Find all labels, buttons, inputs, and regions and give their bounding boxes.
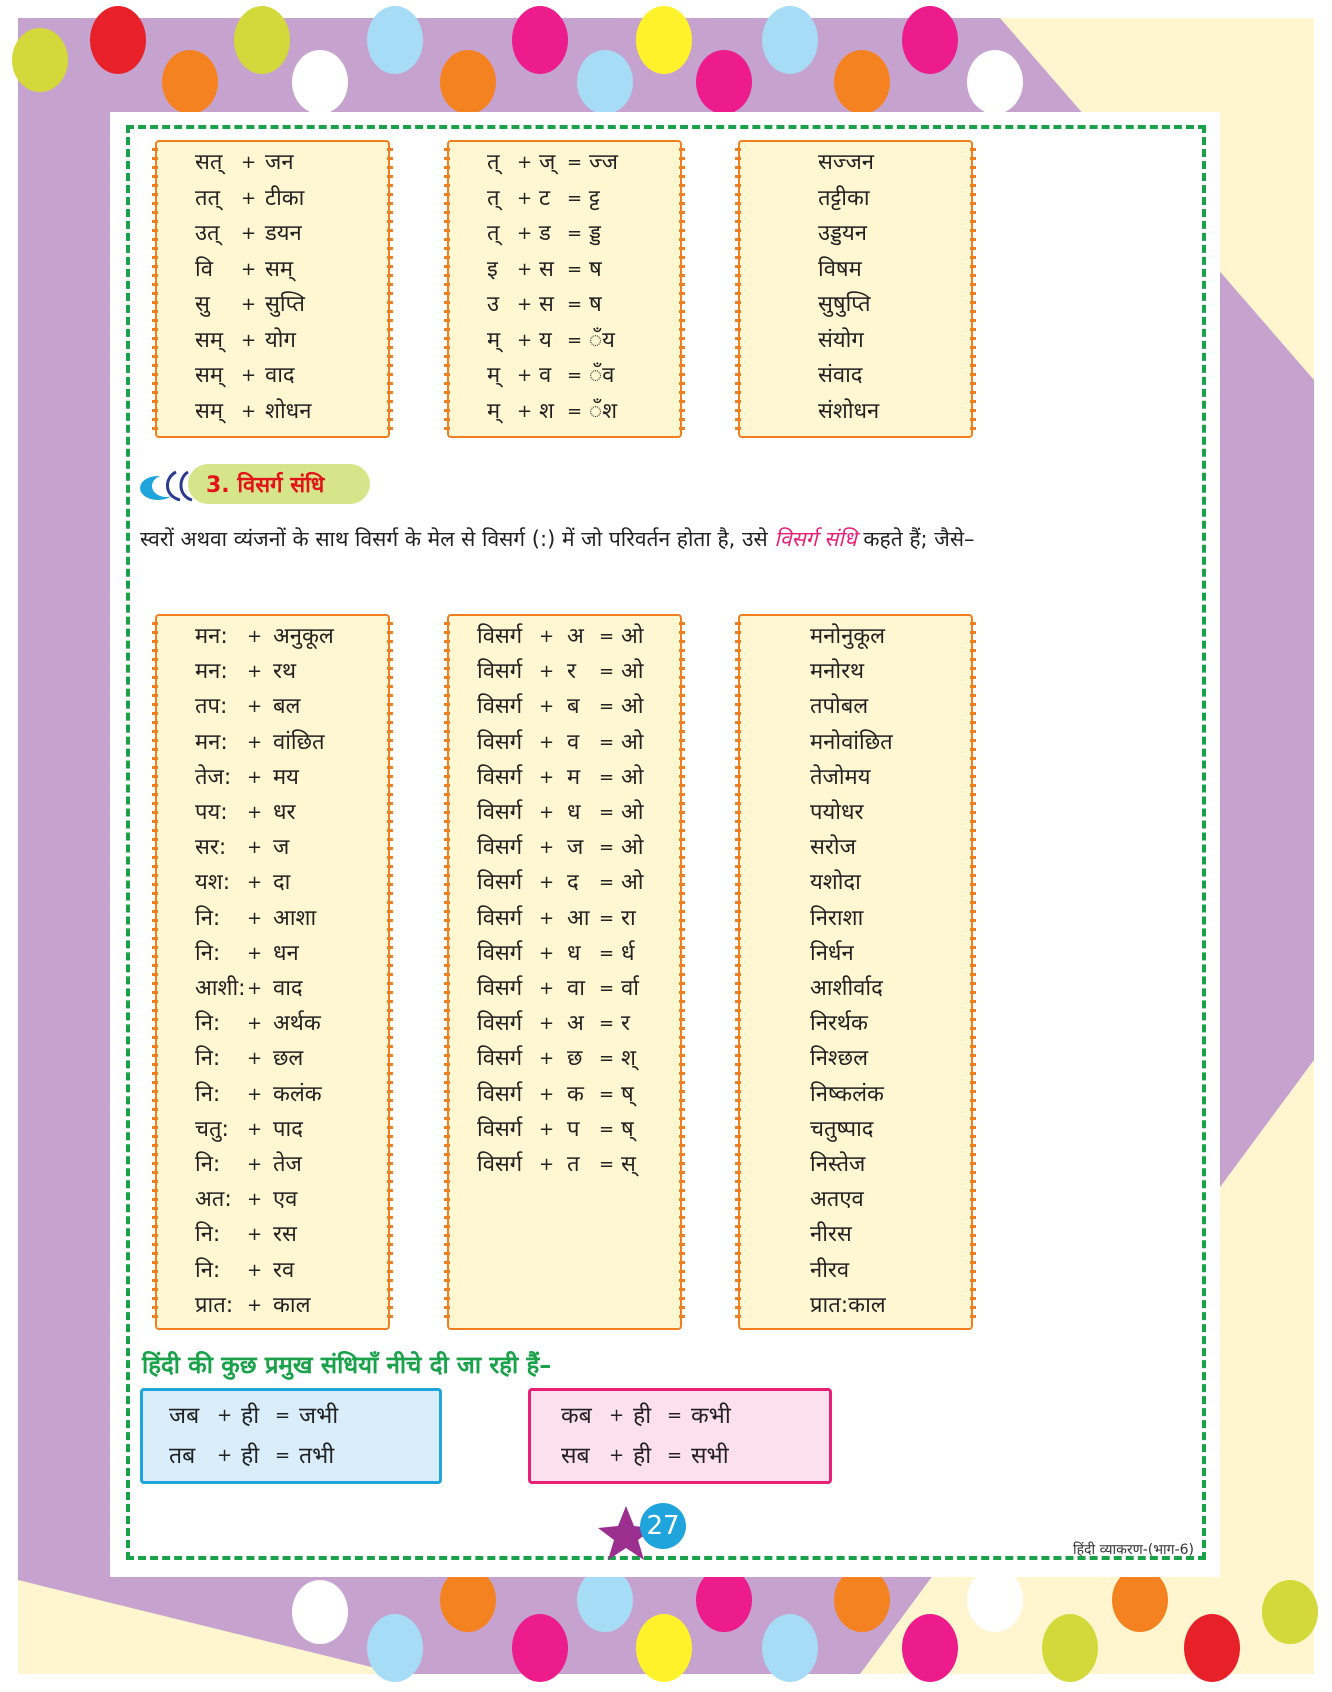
row-cell: शोधन xyxy=(265,398,312,424)
plus-sign: + xyxy=(247,731,263,753)
plus-sign: + xyxy=(241,223,257,244)
row-cell: सब xyxy=(561,1443,590,1469)
row-cell: संशोधन xyxy=(818,398,880,424)
row-cell: सुषुप्ति xyxy=(818,292,871,317)
row-cell: निर्धन xyxy=(810,940,854,966)
row-cell: ँव xyxy=(589,363,615,388)
row-cell: नि: xyxy=(195,905,221,931)
plus-sign: + xyxy=(247,661,263,683)
row-cell: ष् xyxy=(621,1116,634,1142)
plus-sign: + xyxy=(539,731,555,753)
row-cell: श् xyxy=(621,1046,636,1072)
row-cell: विसर्ग xyxy=(477,835,523,861)
row-cell: ष xyxy=(589,256,602,282)
row-cell: ही xyxy=(241,1443,260,1469)
plus-sign: + xyxy=(517,329,533,351)
row-cell: ओ xyxy=(621,870,644,896)
row-cell: अ xyxy=(567,1011,584,1037)
row-cell: जभी xyxy=(299,1403,339,1429)
row-cell: एव xyxy=(273,1187,298,1213)
row-cell: सु xyxy=(195,292,210,317)
row-cell: श xyxy=(539,398,554,424)
plus-sign: + xyxy=(539,978,555,999)
row-cell: अत: xyxy=(195,1187,232,1213)
row-cell: संयोग xyxy=(818,327,864,353)
plus-sign: + xyxy=(247,872,263,894)
equals-sign: = xyxy=(567,223,583,244)
row-cell: नि: xyxy=(195,940,221,966)
row-cell: ही xyxy=(633,1403,652,1429)
row-cell: तेज xyxy=(273,1152,302,1177)
row-cell: त् xyxy=(487,221,500,246)
major-box-blue xyxy=(140,1388,442,1484)
row-cell: यश: xyxy=(195,870,231,896)
row-cell: ज् xyxy=(539,150,556,175)
row-cell: ओ xyxy=(621,800,644,825)
plus-sign: + xyxy=(517,258,533,280)
row-cell: ब xyxy=(567,694,580,720)
section-title xyxy=(206,469,324,499)
plus-sign: + xyxy=(539,802,555,823)
row-cell: नि: xyxy=(195,1222,221,1248)
row-cell: नि: xyxy=(195,1257,221,1283)
plus-sign: + xyxy=(241,329,257,351)
plus-sign: + xyxy=(247,1189,263,1211)
plus-sign: + xyxy=(217,1445,233,1466)
row-cell: स xyxy=(539,292,554,317)
equals-sign: = xyxy=(275,1405,291,1426)
row-cell: मनोवांछित xyxy=(810,729,893,755)
equals-sign: = xyxy=(599,1083,615,1105)
row-cell: टीका xyxy=(265,185,305,211)
row-cell: ँय xyxy=(589,327,615,353)
row-cell: विसर्ग xyxy=(477,870,523,896)
row-cell: नीरव xyxy=(810,1257,850,1283)
row-cell: ज्ज xyxy=(589,150,618,175)
row-cell: विसर्ग xyxy=(477,940,523,966)
row-cell: रस xyxy=(273,1222,297,1248)
row-cell: ओ xyxy=(621,624,644,649)
plus-sign: + xyxy=(517,152,533,173)
row-cell: छ xyxy=(567,1046,583,1072)
row-cell: ओ xyxy=(621,659,644,685)
equals-sign: = xyxy=(599,837,615,859)
plus-sign: + xyxy=(539,1083,555,1105)
section-title-text: विसर्ग संधि xyxy=(237,473,325,498)
major-box-pink xyxy=(528,1388,832,1484)
plus-sign: + xyxy=(517,294,533,315)
plus-sign: + xyxy=(517,223,533,244)
equals-sign: = xyxy=(599,978,615,999)
equals-sign: = xyxy=(567,294,583,315)
row-cell: अनुकूल xyxy=(273,624,334,649)
plus-sign: + xyxy=(241,152,257,173)
row-cell: व xyxy=(539,363,552,388)
row-cell: ट xyxy=(539,185,551,211)
row-cell: म् xyxy=(487,327,501,353)
plus-sign: + xyxy=(539,1154,555,1175)
row-cell: संवाद xyxy=(818,363,863,388)
plus-sign: + xyxy=(217,1405,233,1426)
row-cell: ध xyxy=(567,940,581,966)
row-cell: सम् xyxy=(265,256,294,282)
row-cell: धर xyxy=(273,800,296,825)
plus-sign: + xyxy=(247,942,263,964)
row-cell: अतएव xyxy=(810,1187,864,1213)
row-cell: विसर्ग xyxy=(477,976,523,1001)
row-cell: नि: xyxy=(195,1011,221,1037)
row-cell: त् xyxy=(487,150,500,175)
plus-sign: + xyxy=(517,365,533,386)
row-cell: जब xyxy=(169,1403,200,1429)
row-cell: म xyxy=(567,764,581,790)
footer-book-title: हिंदी व्याकरण-(भाग-6) xyxy=(1073,1542,1194,1558)
row-cell: कलंक xyxy=(273,1081,322,1107)
row-cell: विसर्ग xyxy=(477,800,523,825)
row-cell: पयोधर xyxy=(810,800,864,825)
equals-sign: = xyxy=(599,1118,615,1140)
row-cell: सज्जन xyxy=(818,150,874,175)
row-cell: चतुष्पाद xyxy=(810,1116,874,1142)
plus-sign: + xyxy=(241,294,257,315)
row-cell: सत् xyxy=(195,150,223,175)
row-cell: रथ xyxy=(273,659,297,685)
row-cell: नि: xyxy=(195,1152,221,1177)
row-cell: डयन xyxy=(265,221,302,246)
row-cell: बल xyxy=(273,694,301,720)
intro-text-after: कहते हैं; जैसे– xyxy=(856,527,975,551)
row-cell: सरोज xyxy=(810,835,856,861)
table-visarga-col3 xyxy=(738,614,973,1330)
plus-sign: + xyxy=(539,1013,555,1035)
row-cell: सम् xyxy=(195,363,224,388)
row-cell: तप: xyxy=(195,694,228,720)
plus-sign: + xyxy=(247,1083,263,1105)
row-cell: ओ xyxy=(621,729,644,755)
row-cell: विसर्ग xyxy=(477,624,523,649)
row-cell: विसर्ग xyxy=(477,1152,523,1177)
row-cell: वाद xyxy=(273,976,303,1001)
row-cell: मन: xyxy=(195,624,228,649)
swoosh-icon xyxy=(136,464,196,504)
plus-sign: + xyxy=(539,696,555,718)
row-cell: आ xyxy=(567,905,590,931)
row-cell: विसर्ग xyxy=(477,905,523,931)
row-cell: र xyxy=(567,659,576,685)
plus-sign: + xyxy=(247,626,263,647)
row-cell: ड्ड xyxy=(589,221,601,246)
row-cell: ज xyxy=(273,835,290,861)
plus-sign: + xyxy=(247,766,263,788)
row-cell: मन: xyxy=(195,729,228,755)
table-top-col3 xyxy=(738,140,973,438)
section-number: 3. xyxy=(206,473,230,498)
plus-sign: + xyxy=(247,978,263,999)
row-cell: वाद xyxy=(265,363,295,388)
row-cell: त् xyxy=(487,185,500,211)
row-cell: वांछित xyxy=(273,729,325,755)
row-cell: व xyxy=(567,729,580,755)
row-cell: पय: xyxy=(195,800,228,825)
row-cell: अर्थक xyxy=(273,1011,321,1037)
row-cell: वा xyxy=(567,976,585,1001)
equals-sign: = xyxy=(567,187,583,209)
plus-sign: + xyxy=(539,872,555,894)
plus-sign: + xyxy=(539,1118,555,1140)
row-cell: तब xyxy=(169,1443,196,1469)
plus-sign: + xyxy=(247,802,263,823)
equals-sign: = xyxy=(599,802,615,823)
row-cell: ही xyxy=(241,1403,260,1429)
row-cell: सभी xyxy=(691,1443,729,1469)
plus-sign: + xyxy=(539,1048,555,1070)
equals-sign: = xyxy=(599,626,615,647)
row-cell: रा xyxy=(621,905,636,931)
table-top-col1 xyxy=(155,140,390,438)
row-cell: क xyxy=(567,1081,584,1107)
row-cell: विसर्ग xyxy=(477,1046,523,1072)
equals-sign: = xyxy=(567,258,583,280)
table-visarga-col2 xyxy=(447,614,682,1330)
row-cell: निस्तेज xyxy=(810,1152,866,1177)
row-cell: मय xyxy=(273,764,299,790)
row-cell: तेजोमय xyxy=(810,764,871,790)
row-cell: मनोरथ xyxy=(810,659,865,685)
row-cell: तत् xyxy=(195,185,221,211)
equals-sign: = xyxy=(599,942,615,964)
row-cell: ओ xyxy=(621,835,644,861)
row-cell: विसर्ग xyxy=(477,694,523,720)
plus-sign: + xyxy=(247,1048,263,1070)
row-cell: ओ xyxy=(621,764,644,790)
row-cell: सुप्ति xyxy=(265,292,305,317)
plus-sign: + xyxy=(247,907,263,929)
row-cell: विसर्ग xyxy=(477,659,523,685)
row-cell: स xyxy=(539,256,554,282)
equals-sign: = xyxy=(275,1445,291,1466)
row-cell: उत् xyxy=(195,221,220,246)
row-cell: तट्टीका xyxy=(818,185,870,211)
plus-sign: + xyxy=(247,1013,263,1035)
row-cell: सम् xyxy=(195,327,224,353)
plus-sign: + xyxy=(539,661,555,683)
plus-sign: + xyxy=(241,187,257,209)
row-cell: ध xyxy=(567,800,581,825)
row-cell: निराशा xyxy=(810,905,864,931)
row-cell: कभी xyxy=(691,1403,731,1429)
plus-sign: + xyxy=(247,1154,263,1175)
equals-sign: = xyxy=(567,329,583,351)
row-cell: प्रात: xyxy=(195,1292,234,1318)
section-heading-visarga xyxy=(136,464,386,504)
row-cell: ड xyxy=(539,221,551,246)
plus-sign: + xyxy=(517,400,533,422)
row-cell: सम् xyxy=(195,398,224,424)
plus-sign: + xyxy=(247,696,263,718)
row-cell: विसर्ग xyxy=(477,1081,523,1107)
row-cell: चतु: xyxy=(195,1116,229,1142)
intro-highlight: विसर्ग संधि xyxy=(774,527,857,551)
row-cell: मन: xyxy=(195,659,228,685)
row-cell: ट्ट xyxy=(589,185,600,211)
row-cell: जन xyxy=(265,150,294,175)
row-cell: वि xyxy=(195,256,213,282)
row-cell: मनोनुकूल xyxy=(810,624,886,649)
row-cell: आशीर्वाद xyxy=(810,976,883,1001)
row-cell: धन xyxy=(273,940,299,966)
row-cell: ँश xyxy=(589,398,618,424)
row-cell: अ xyxy=(567,624,584,649)
plus-sign: + xyxy=(609,1405,625,1426)
row-cell: नि: xyxy=(195,1046,221,1072)
row-cell: र्वा xyxy=(621,976,639,1001)
row-cell: ष् xyxy=(621,1081,634,1107)
row-cell: तपोबल xyxy=(810,694,869,720)
equals-sign: = xyxy=(599,696,615,718)
row-cell: प्रात:काल xyxy=(810,1292,886,1318)
row-cell: विसर्ग xyxy=(477,764,523,790)
table-top-col2 xyxy=(447,140,682,438)
plus-sign: + xyxy=(241,365,257,386)
equals-sign: = xyxy=(599,1154,615,1175)
table-visarga-col1 xyxy=(155,614,390,1330)
row-cell: कब xyxy=(561,1403,592,1429)
row-cell: तभी xyxy=(299,1443,335,1469)
row-cell: तेज: xyxy=(195,764,232,790)
equals-sign: = xyxy=(599,1048,615,1070)
plus-sign: + xyxy=(609,1445,625,1466)
row-cell: विसर्ग xyxy=(477,1011,523,1037)
equals-sign: = xyxy=(667,1445,683,1466)
equals-sign: = xyxy=(567,365,583,386)
row-cell: सर: xyxy=(195,835,227,861)
equals-sign: = xyxy=(599,661,615,683)
plus-sign: + xyxy=(517,187,533,209)
row-cell: आशी: xyxy=(195,976,246,1001)
row-cell: ष xyxy=(589,292,602,317)
equals-sign: = xyxy=(599,731,615,753)
row-cell: इ xyxy=(487,256,498,282)
plus-sign: + xyxy=(539,837,555,859)
row-cell: र्ध xyxy=(621,940,635,966)
row-cell: विषम xyxy=(818,256,862,282)
row-cell: म् xyxy=(487,363,501,388)
equals-sign: = xyxy=(599,1013,615,1035)
plus-sign: + xyxy=(539,907,555,929)
row-cell: निष्कलंक xyxy=(810,1081,884,1107)
equals-sign: = xyxy=(567,400,583,422)
equals-sign: = xyxy=(599,907,615,929)
row-cell: द xyxy=(567,870,579,896)
plus-sign: + xyxy=(539,942,555,964)
row-cell: नीरस xyxy=(810,1222,852,1248)
row-cell: दा xyxy=(273,870,291,896)
plus-sign: + xyxy=(247,837,263,859)
row-cell: योग xyxy=(265,327,296,353)
intro-text-before: स्वरों अथवा व्यंजनों के साथ विसर्ग के मेल से विसर्ग (:) में जो परिवर्तन होता है, उसे xyxy=(140,527,775,551)
equals-sign: = xyxy=(667,1405,683,1426)
row-cell: त xyxy=(567,1152,580,1177)
plus-sign: + xyxy=(247,1224,263,1246)
row-cell: यशोदा xyxy=(810,870,861,896)
page-number: 27 xyxy=(640,1503,686,1549)
row-cell: प xyxy=(567,1116,580,1142)
row-cell: नि: xyxy=(195,1081,221,1107)
row-cell: निश्छल xyxy=(810,1046,868,1072)
row-cell: ही xyxy=(633,1443,652,1469)
row-cell: ज xyxy=(567,835,584,861)
plus-sign: + xyxy=(247,1294,263,1316)
row-cell: विसर्ग xyxy=(477,1116,523,1142)
row-cell: य xyxy=(539,327,552,353)
row-cell: विसर्ग xyxy=(477,729,523,755)
row-cell: आशा xyxy=(273,905,317,931)
row-cell: रव xyxy=(273,1257,295,1283)
row-cell: उ xyxy=(487,292,500,317)
intro-paragraph xyxy=(140,522,1200,556)
major-sandhi-heading: हिंदी की कुछ प्रमुख संधियाँ नीचे दी जा रही हैं– xyxy=(142,1351,552,1379)
plus-sign: + xyxy=(539,766,555,788)
row-cell: छल xyxy=(273,1046,304,1072)
row-cell: उड्डयन xyxy=(818,221,867,246)
row-cell: काल xyxy=(273,1292,311,1318)
plus-sign: + xyxy=(241,258,257,280)
row-cell: निरर्थक xyxy=(810,1011,868,1037)
row-cell: ओ xyxy=(621,694,644,720)
plus-sign: + xyxy=(539,626,555,647)
equals-sign: = xyxy=(599,766,615,788)
plus-sign: + xyxy=(247,1259,263,1281)
equals-sign: = xyxy=(599,872,615,894)
row-cell: पाद xyxy=(273,1116,303,1142)
row-cell: र xyxy=(621,1011,630,1037)
plus-sign: + xyxy=(247,1118,263,1140)
row-cell: म् xyxy=(487,398,501,424)
row-cell: स् xyxy=(621,1152,636,1177)
plus-sign: + xyxy=(241,400,257,422)
equals-sign: = xyxy=(567,152,583,173)
